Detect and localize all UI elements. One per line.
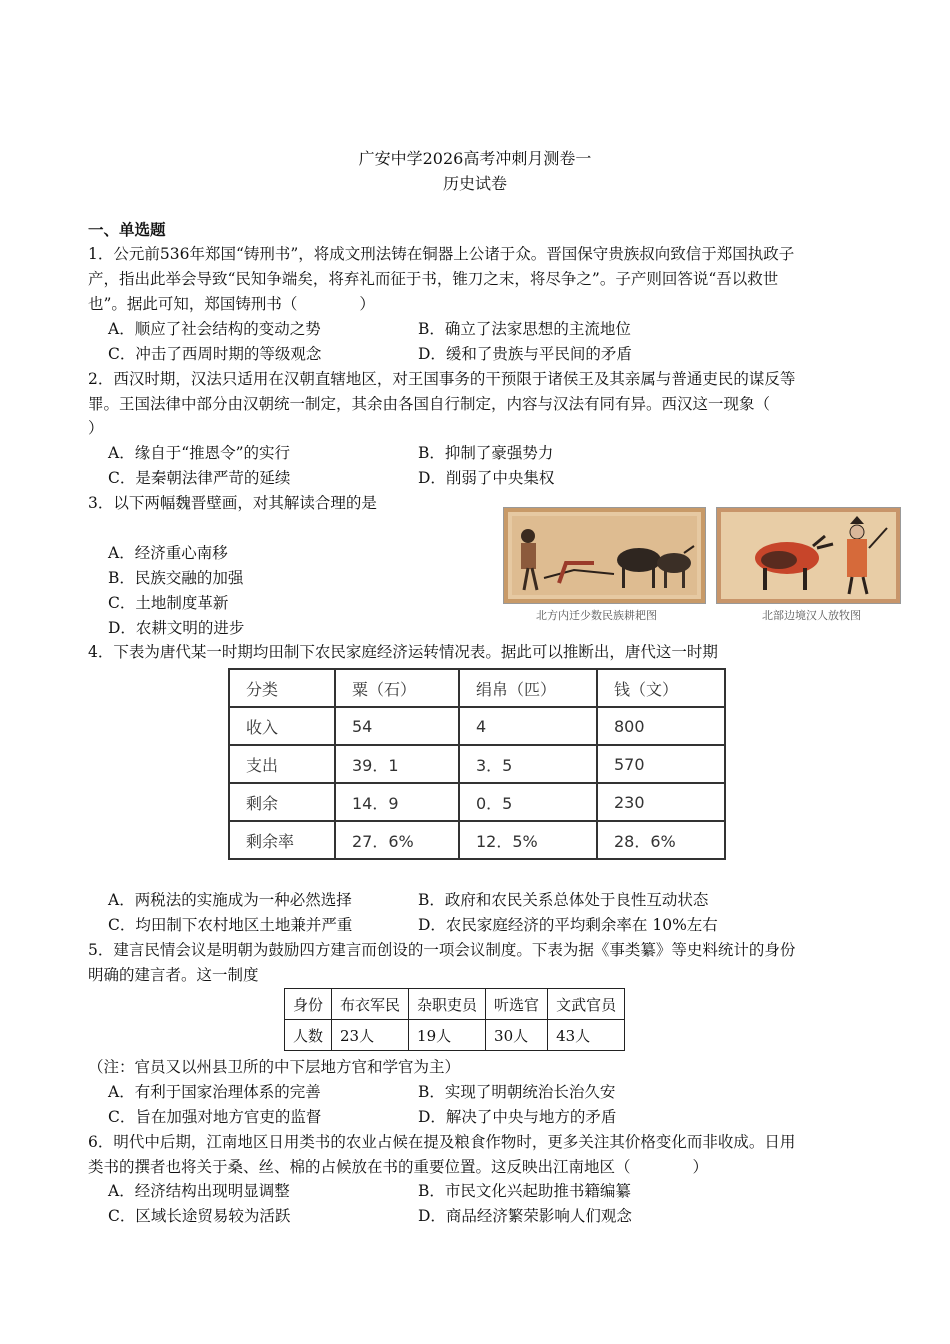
table-cell: 剩余 [229,783,335,821]
q5-option-a[interactable]: A．有利于国家治理体系的完善 [108,1083,321,1101]
q3-option-b[interactable]: B．民族交融的加强 [108,569,244,587]
table-row [229,745,725,783]
q2-option-b[interactable]: B．抑制了豪强势力 [418,444,554,462]
q2-option-c[interactable]: C．是秦朝法律严苛的延续 [108,469,291,487]
q4-option-c[interactable]: C．均田制下农村地区土地兼并严重 [108,916,353,934]
q3-option-d[interactable]: D．农耕文明的进步 [108,619,245,637]
mural-right-caption: 北部边境汉人放牧图 [762,609,861,622]
q5-stem-line: 5．建言民情会议是明朝为鼓励四方建言而创设的一项会议制度。下表为据《事类纂》等史料统计的身份 [88,941,796,959]
q5-stem-line: 明确的建言者。这一制度 [88,966,259,984]
q5-data-table [284,988,625,1051]
q5-note: （注：官员又以州县卫所的中下层地方官和学官为主） [88,1058,461,1076]
q4-option-b[interactable]: B．政府和农民关系总体处于良性互动状态 [418,891,709,909]
q2-stem-line: 罪。王国法律中部分由汉朝统一制定，其余由各国自行制定，内容与汉法有同有异。西汉这一现象（ [88,395,771,413]
q6-option-a[interactable]: A．经济结构出现明显调整 [108,1182,290,1200]
table-header-cell: 粟（石） [335,669,459,707]
q1-option-d[interactable]: D．缓和了贵族与平民间的矛盾 [418,345,632,363]
table-header-cell: 绢帛（匹） [459,669,597,707]
table-cell: 支出 [229,745,335,783]
table-row [285,1020,625,1051]
table-cell: 43人 [548,1020,625,1051]
q1-option-a[interactable]: A．顺应了社会结构的变动之势 [108,320,321,338]
table-header-cell: 分类 [229,669,335,707]
table-row [229,707,725,745]
table-cell: 54 [335,707,459,745]
table-cell: 39．1 [335,745,459,783]
table-row [229,821,725,859]
q1-stem-line: 也”。据此可知，郑国铸刑书（ ） [88,295,375,313]
table-cell: 剩余率 [229,821,335,859]
q6-option-c[interactable]: C．区域长途贸易较为活跃 [108,1207,291,1225]
table-cell: 0．5 [459,783,597,821]
table-cell: 4 [459,707,597,745]
q3-option-c[interactable]: C．土地制度革新 [108,594,229,612]
table-cell: 12．5% [459,821,597,859]
table-header-cell: 布衣军民 [332,989,409,1020]
table-row [229,783,725,821]
q1-stem-line: 产，指出此举会导致“民知争端矣，将弃礼而征于书，锥刀之末，将尽争之”。子产则回答说“吾以救世 [88,270,779,288]
mural-herding-image [716,507,901,604]
table-cell: 230 [597,783,725,821]
table-header-cell: 听选官 [486,989,548,1020]
table-cell: 27．6% [335,821,459,859]
section-heading: 一、单选题 [88,220,166,239]
q4-stem: 4．下表为唐代某一时期均田制下农民家庭经济运转情况表。据此可以推断出，唐代这一时期 [88,643,718,661]
q5-option-b[interactable]: B．实现了明朝统治长治久安 [418,1083,616,1101]
table-cell: 800 [597,707,725,745]
q1-stem-line: 1．公元前536年郑国“铸刑书”，将成文刑法铸在铜器上公诸于众。晋国保守贵族叔向致信于郑国执政子 [88,245,795,263]
table-cell: 人数 [285,1020,332,1051]
table-cell: 30人 [486,1020,548,1051]
q5-option-d[interactable]: D．解决了中央与地方的矛盾 [418,1108,617,1126]
q1-option-b[interactable]: B．确立了法家思想的主流地位 [418,320,631,338]
table-cell: 570 [597,745,725,783]
q2-stem-line: 2．西汉时期，汉法只适用在汉朝直辖地区，对王国事务的干预限于诸侯王及其亲属与普通吏民的谋反等 [88,370,796,388]
q3-stem: 3．以下两幅魏晋壁画，对其解读合理的是 [88,494,377,512]
q2-option-d[interactable]: D．削弱了中央集权 [418,469,555,487]
q2-option-a[interactable]: A．缘自于“推恩令”的实行 [108,444,291,462]
table-header-row [229,669,725,707]
mural-plowing-image [503,507,706,604]
q6-stem-line: 类书的撰者也将关于桑、丝、棉的占候放在书的重要位置。这反映出江南地区（ ） [88,1158,709,1176]
table-cell: 3．5 [459,745,597,783]
q1-option-c[interactable]: C．冲击了西周时期的等级观念 [108,345,322,363]
q6-option-d[interactable]: D．商品经济繁荣影响人们观念 [418,1207,632,1225]
table-header-cell: 文武官员 [548,989,625,1020]
table-header-cell: 杂职吏员 [409,989,486,1020]
table-header-row [285,989,625,1020]
table-header-cell: 钱（文） [597,669,725,707]
table-header-cell: 身份 [285,989,332,1020]
q6-stem-line: 6．明代中后期，江南地区日用类书的农业占候在提及粮食作物时，更多关注其价格变化而非收成。日用 [88,1133,796,1151]
table-cell: 14．9 [335,783,459,821]
exam-title: 广安中学2026高考冲刺月测卷一 [358,149,592,168]
q4-option-d[interactable]: D．农民家庭经济的平均剩余率在 10%左右 [418,916,718,934]
table-cell: 28．6% [597,821,725,859]
table-cell: 23人 [332,1020,409,1051]
q5-option-c[interactable]: C．旨在加强对地方官吏的监督 [108,1108,322,1126]
table-cell: 收入 [229,707,335,745]
mural-left-caption: 北方内迁少数民族耕耙图 [536,609,657,622]
q6-option-b[interactable]: B．市民文化兴起助推书籍编纂 [418,1182,631,1200]
q2-stem-line: ） [88,419,104,437]
exam-subtitle: 历史试卷 [442,174,507,193]
table-cell: 19人 [409,1020,486,1051]
q3-option-a[interactable]: A．经济重心南移 [108,544,228,562]
q4-data-table [228,668,726,860]
q4-option-a[interactable]: A．两税法的实施成为一种必然选择 [108,891,352,909]
